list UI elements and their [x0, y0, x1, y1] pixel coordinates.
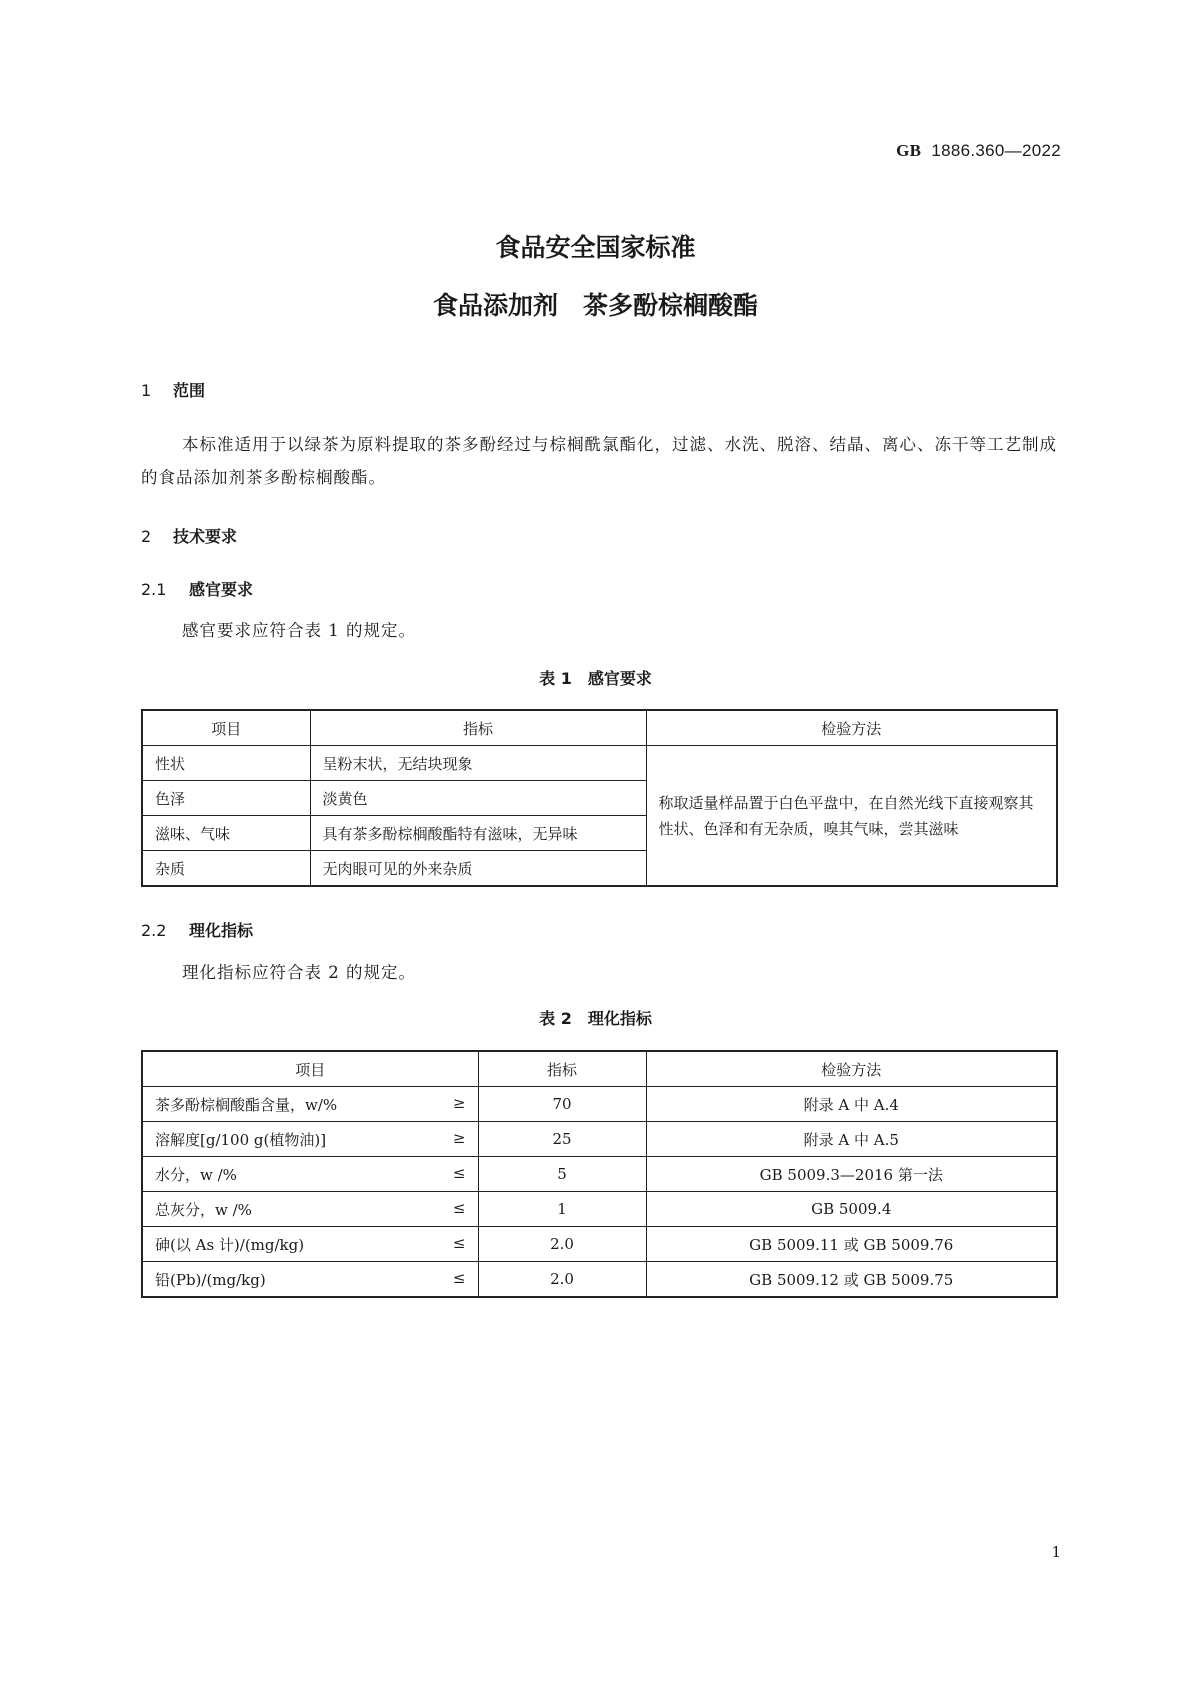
method-cell: GB 5009.4 [646, 1192, 1057, 1227]
table-1-caption: 表 1 感官要求 [539, 669, 652, 688]
table-row [142, 1192, 1057, 1227]
item-label: 砷(以 As 计)/(mg/kg) [155, 1235, 305, 1254]
comparison-symbol: ≤ [452, 1268, 466, 1287]
section-2-1-paragraph: 感官要求应符合表 1 的规定。 [182, 621, 416, 640]
table-2-caption: 表 2 理化指标 [539, 1009, 652, 1028]
value-cell: 2.0 [478, 1227, 646, 1262]
header-spec: 指标 [310, 710, 646, 746]
table-row [142, 1157, 1057, 1192]
item-cell [142, 1157, 478, 1192]
spec-cell: 淡黄色 [310, 781, 646, 816]
section-2-2-heading [141, 918, 253, 941]
table-1 [141, 709, 1058, 887]
item-cell: 滋味、气味 [142, 816, 310, 851]
item-cell: 色泽 [142, 781, 310, 816]
value-cell: 25 [478, 1122, 646, 1157]
table-header-row [142, 1051, 1057, 1087]
table-row [142, 1122, 1057, 1157]
section-label: 感官要求 [189, 580, 254, 599]
table-row [142, 1087, 1057, 1122]
document-subtitle: 食品添加剂 茶多酚棕榈酸酯 [432, 291, 758, 320]
header-value: 指标 [478, 1051, 646, 1087]
item-label: 总灰分，w /% [155, 1200, 252, 1219]
method-cell: GB 5009.11 或 GB 5009.76 [646, 1227, 1057, 1262]
header-method: 检验方法 [646, 1051, 1057, 1087]
item-cell [142, 1122, 478, 1157]
comparison-symbol: ≥ [452, 1093, 466, 1112]
item-cell [142, 1262, 478, 1298]
method-cell: 附录 A 中 A.4 [646, 1087, 1057, 1122]
spec-cell: 无肉眼可见的外来杂质 [310, 851, 646, 887]
header-item: 项目 [142, 710, 310, 746]
item-cell [142, 1192, 478, 1227]
method-cell: 附录 A 中 A.5 [646, 1122, 1057, 1157]
item-label: 茶多酚棕榈酸酯含量，w/% [155, 1095, 338, 1114]
item-cell: 性状 [142, 746, 310, 781]
value-cell: 5 [478, 1157, 646, 1192]
spec-cell: 呈粉末状，无结块现象 [310, 746, 646, 781]
standard-prefix: GB [896, 141, 922, 160]
header-method: 检验方法 [646, 710, 1057, 746]
section-2-1-heading [141, 577, 253, 600]
method-cell: 称取适量样品置于白色平盘中，在自然光线下直接观察其性状、色泽和有无杂质，嗅其气味，尝其滋味 [646, 746, 1057, 887]
table-header-row [142, 710, 1057, 746]
method-cell: GB 5009.12 或 GB 5009.75 [646, 1262, 1057, 1298]
item-label: 溶解度[g/100 g(植物油)] [155, 1130, 327, 1149]
spec-cell: 具有茶多酚棕榈酸酯特有滋味，无异味 [310, 816, 646, 851]
comparison-symbol: ≤ [452, 1163, 466, 1182]
section-number: 2.1 [141, 580, 167, 599]
comparison-symbol: ≥ [452, 1128, 466, 1147]
table-row [142, 746, 1057, 781]
table-2 [141, 1050, 1058, 1298]
section-label: 理化指标 [189, 921, 254, 940]
standard-code [896, 141, 1061, 161]
header-item: 项目 [142, 1051, 478, 1087]
section-label: 技术要求 [173, 527, 238, 546]
value-cell: 1 [478, 1192, 646, 1227]
section-number: 2 [141, 527, 152, 546]
document-title: 食品安全国家标准 [495, 233, 696, 262]
section-1-paragraph: 本标准适用于以绿茶为原料提取的茶多酚经过与棕榈酰氯酯化，过滤、水洗、脱溶、结晶、离心、冻干等工艺制成的食品添加剂茶多酚棕榈酸酯。 [141, 435, 1057, 487]
table-row [142, 1262, 1057, 1298]
section-number: 2.2 [141, 921, 167, 940]
comparison-symbol: ≤ [452, 1198, 466, 1217]
table-row [142, 1227, 1057, 1262]
section-2-heading [141, 524, 237, 547]
item-cell [142, 1087, 478, 1122]
section-1-heading [141, 378, 205, 401]
section-number: 1 [141, 381, 152, 400]
item-label: 铅(Pb)/(mg/kg) [155, 1270, 266, 1289]
item-label: 水分，w /% [155, 1165, 237, 1184]
method-cell: GB 5009.3—2016 第一法 [646, 1157, 1057, 1192]
item-cell: 杂质 [142, 851, 310, 887]
value-cell: 2.0 [478, 1262, 646, 1298]
item-cell [142, 1227, 478, 1262]
section-2-2-paragraph: 理化指标应符合表 2 的规定。 [182, 963, 416, 982]
page-number: 1 [1051, 1543, 1061, 1561]
section-label: 范围 [173, 381, 206, 400]
value-cell: 70 [478, 1087, 646, 1122]
standard-number: 1886.360—2022 [931, 141, 1061, 160]
comparison-symbol: ≤ [452, 1233, 466, 1252]
